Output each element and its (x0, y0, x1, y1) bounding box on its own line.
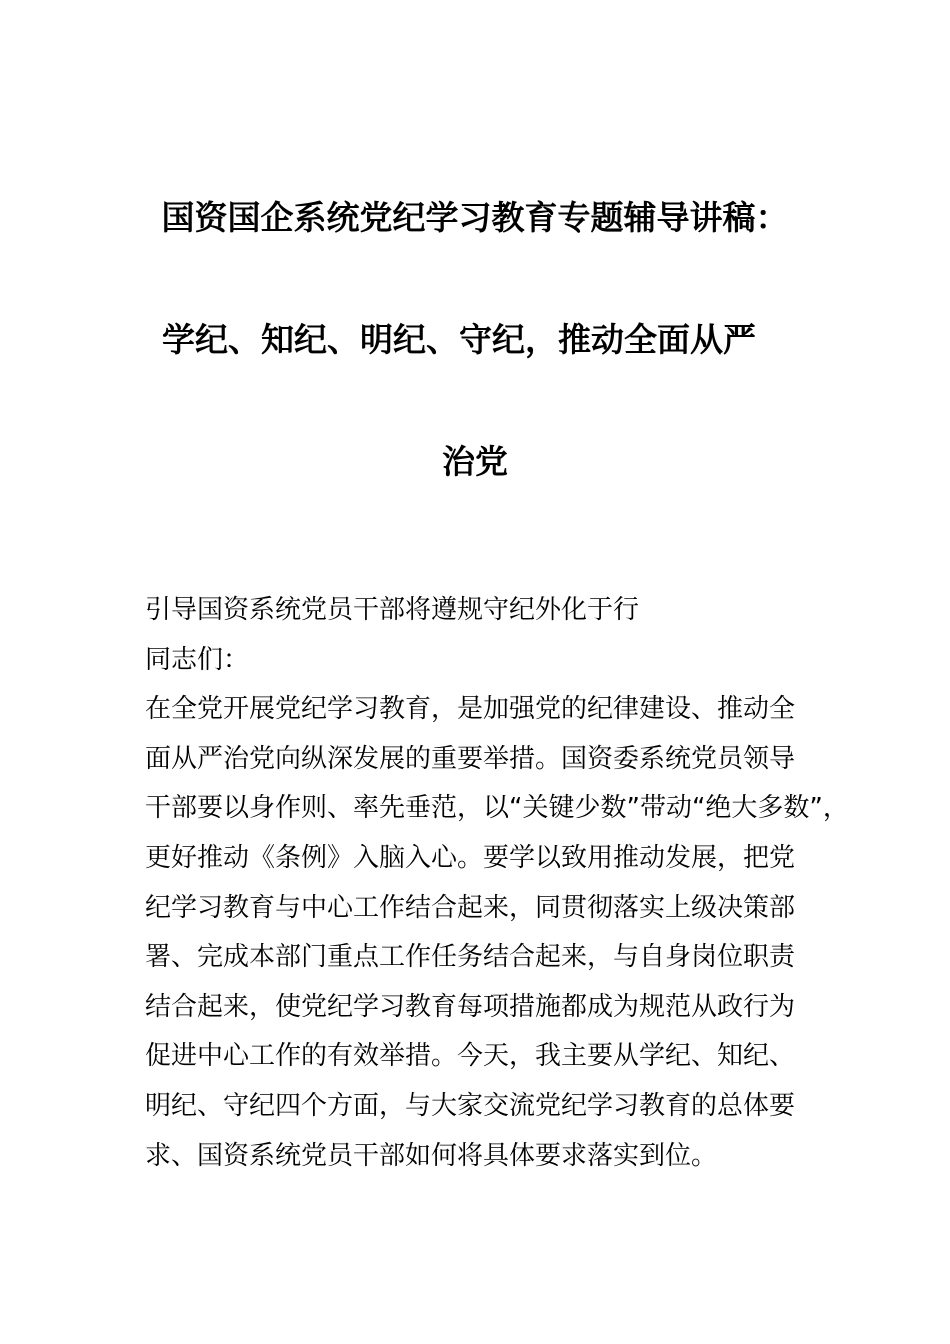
body-line: 更好推动《条例》入脑入心。要学以致用推动发展，把党 (145, 842, 796, 873)
body-line: 求、国资系统党员干部如何将具体要求落实到位。 (145, 1140, 718, 1171)
body-line: 结合起来，使党纪学习教育每项措施都成为规范从政行为 (145, 991, 796, 1022)
title-line-1: 国资国企系统党纪学习教育专题辅导讲稿： (161, 198, 789, 237)
document-title (100, 198, 850, 482)
body-line: 在全党开展党纪学习教育，是加强党的纪律建设、推动全 (145, 694, 796, 725)
document-body (145, 586, 849, 1181)
salutation: 同志们： (145, 644, 250, 675)
subtitle: 引导国资系统党员干部将遵规守纪外化于行 (145, 595, 640, 625)
body-line: 干部要以身作则、率先垂范，以“关键少数”带动“绝大多数”， (145, 793, 849, 824)
body-line: 促进中心工作的有效举措。今天，我主要从学纪、知纪、 (145, 1041, 796, 1072)
title-line-3: 治党 (442, 442, 508, 481)
title-line-2: 学纪、知纪、明纪、守纪，推动全面从严 (162, 320, 756, 359)
body-line: 署、完成本部门重点工作任务结合起来，与自身岗位职责 (145, 942, 796, 973)
body-line: 面从严治党向纵深发展的重要举措。国资委系统党员领导 (145, 743, 796, 774)
body-line: 纪学习教育与中心工作结合起来，同贯彻落实上级决策部 (145, 892, 796, 923)
body-line: 明纪、守纪四个方面，与大家交流党纪学习教育的总体要 (145, 1090, 796, 1121)
